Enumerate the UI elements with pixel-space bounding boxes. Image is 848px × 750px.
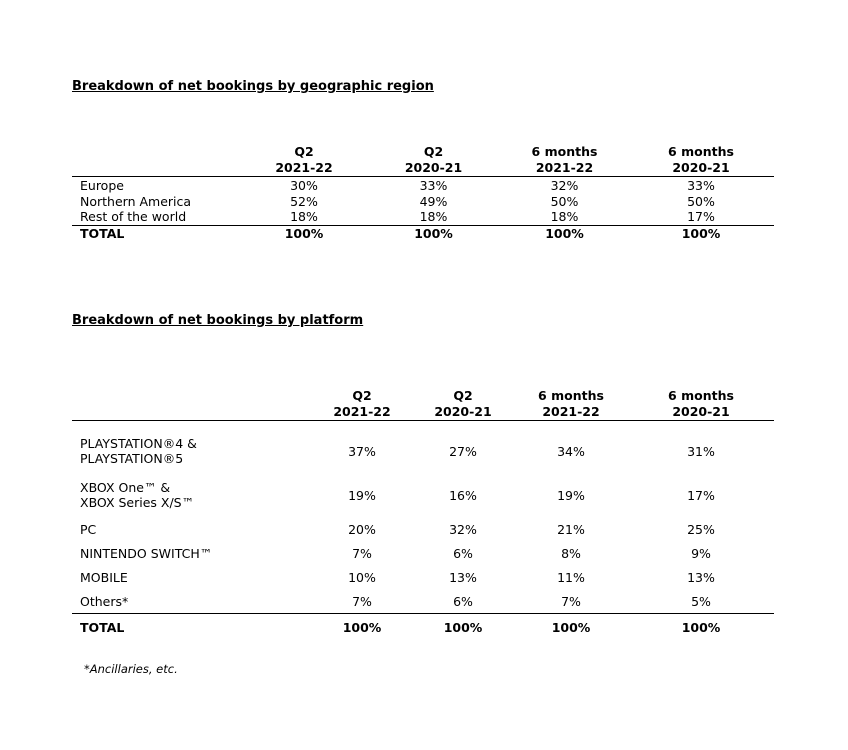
platform-total-cell: 100% <box>412 614 514 641</box>
platform-row-label: MOBILE <box>80 569 128 585</box>
platform-total-label: TOTAL <box>72 614 312 641</box>
platform-header-line2: 2020-21 <box>672 404 730 419</box>
region-cell: 18% <box>290 209 318 224</box>
region-total-cell: 100% <box>628 225 774 242</box>
region-total-label: TOTAL <box>72 225 242 242</box>
platform-cell: 10% <box>348 569 376 585</box>
platform-header-line2: 2020-21 <box>434 404 492 419</box>
region-section-title: Breakdown of net bookings by geographic region <box>72 79 434 94</box>
platform-cell: 19% <box>348 487 376 503</box>
platform-cell: 6% <box>453 545 473 561</box>
platform-cell: 19% <box>557 487 585 503</box>
region-header-line1: Q2 <box>423 144 444 159</box>
region-header-line2: 2020-21 <box>672 160 730 175</box>
platform-cell: 20% <box>348 521 376 537</box>
platform-row-label-line2: PLAYSTATION®5 <box>80 451 184 466</box>
region-cell: 17% <box>687 209 715 224</box>
region-cell: 30% <box>242 177 366 194</box>
platform-header-line1: Q2 <box>352 388 372 403</box>
region-total-cell: 100% <box>501 225 628 242</box>
platform-row-label-line1: XBOX One™ & <box>80 480 171 495</box>
table-row <box>72 421 774 474</box>
region-header-line1: 6 months <box>531 144 598 159</box>
region-cell: 49% <box>419 193 448 209</box>
platform-row-label <box>72 473 312 517</box>
platform-cell: 9% <box>691 545 711 561</box>
platform-row-label: PC <box>80 521 97 537</box>
platform-cell: 13% <box>449 569 477 585</box>
table-row <box>72 194 774 210</box>
platform-header-col <box>514 376 628 421</box>
table-row <box>72 565 774 589</box>
region-total-row <box>72 225 774 242</box>
platform-cell: 37% <box>312 421 412 474</box>
platform-cell: 27% <box>412 421 514 474</box>
footnote: *Ancillaries, etc. <box>84 662 178 676</box>
region-cell: 32% <box>501 177 628 194</box>
platform-row-label: Others* <box>80 593 129 609</box>
platform-cell: 13% <box>687 569 715 585</box>
region-table <box>72 128 774 242</box>
platform-header-col <box>412 376 514 421</box>
region-header-line2: 2021-22 <box>275 160 333 175</box>
table-row <box>72 517 774 541</box>
region-header-col <box>628 128 774 177</box>
platform-cell: 7% <box>561 593 581 609</box>
platform-cell: 7% <box>352 545 372 561</box>
platform-total-row <box>72 614 774 641</box>
region-cell: 33% <box>366 177 501 194</box>
platform-cell: 5% <box>691 593 711 609</box>
region-cell: 33% <box>628 177 774 194</box>
platform-total-cell: 100% <box>514 614 628 641</box>
platform-cell: 6% <box>453 593 473 609</box>
region-header-line1: Q2 <box>294 144 314 159</box>
platform-cell: 7% <box>352 593 372 609</box>
table-row <box>72 177 774 194</box>
region-cell: 18% <box>550 209 579 224</box>
region-header-line2: 2021-22 <box>535 160 594 175</box>
platform-header-line2: 2021-22 <box>333 404 391 419</box>
platform-table <box>72 376 774 640</box>
platform-header-line2: 2021-22 <box>542 404 600 419</box>
region-header-col <box>501 128 628 177</box>
platform-cell: 32% <box>449 521 477 537</box>
region-header-line1: 6 months <box>668 144 734 159</box>
platform-section-title: Breakdown of net bookings by platform <box>72 313 364 328</box>
platform-cell: 25% <box>687 521 715 537</box>
table-row <box>72 473 774 517</box>
region-total-cell: 100% <box>242 225 366 242</box>
table-row <box>72 209 774 225</box>
platform-cell: 8% <box>561 545 581 561</box>
platform-header-row <box>72 376 774 421</box>
region-header-col <box>366 128 501 177</box>
platform-row-label <box>72 421 312 474</box>
platform-header-col <box>628 376 774 421</box>
region-cell: 52% <box>290 193 318 209</box>
region-total-cell: 100% <box>366 225 501 242</box>
region-header-col <box>242 128 366 177</box>
platform-cell: 34% <box>514 421 628 474</box>
platform-row-label-line2: XBOX Series X/S™ <box>80 495 195 510</box>
platform-header-label <box>72 376 312 421</box>
region-cell: 18% <box>419 209 448 224</box>
platform-row-label-line1: PLAYSTATION®4 & <box>80 436 197 451</box>
platform-header-line1: 6 months <box>538 388 604 403</box>
region-row-label: Rest of the world <box>80 209 187 224</box>
platform-cell: 31% <box>628 421 774 474</box>
platform-header-col <box>312 376 412 421</box>
platform-header-line1: Q2 <box>453 388 473 403</box>
region-header-label <box>72 128 242 177</box>
platform-row-label: NINTENDO SWITCH™ <box>80 545 213 561</box>
platform-total-cell: 100% <box>628 614 774 641</box>
platform-cell: 17% <box>687 487 715 503</box>
table-row <box>72 589 774 614</box>
region-header-row <box>72 128 774 177</box>
region-cell: 50% <box>687 193 715 209</box>
platform-header-line1: 6 months <box>668 388 734 403</box>
table-row <box>72 541 774 565</box>
platform-total-cell: 100% <box>312 614 412 641</box>
region-row-label: Europe <box>72 177 242 194</box>
platform-cell: 16% <box>449 487 477 503</box>
platform-cell: 21% <box>557 521 585 537</box>
platform-cell: 11% <box>557 569 585 585</box>
region-row-label: Northern America <box>80 193 192 209</box>
region-header-line2: 2020-21 <box>404 160 463 175</box>
region-cell: 50% <box>550 193 579 209</box>
